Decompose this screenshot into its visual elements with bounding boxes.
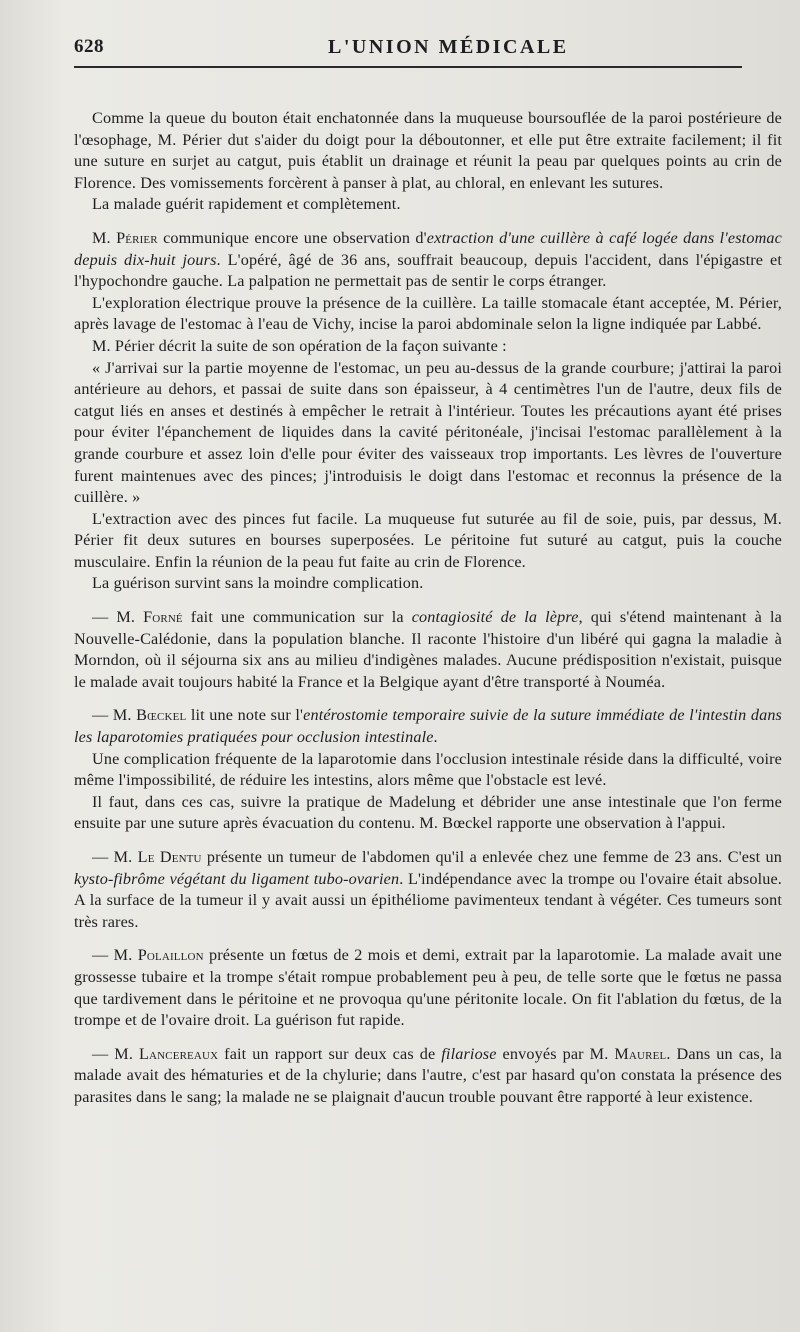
speaker-name: — M. Bœckel <box>92 706 187 725</box>
header-rule <box>74 66 742 68</box>
paragraph <box>74 945 782 1031</box>
paragraph <box>74 228 782 293</box>
speaker-name: M. Maurel <box>589 1044 667 1063</box>
paragraph <box>74 573 782 595</box>
paragraph-text: . L'opéré, âgé de 36 ans, souffrait beaucoup, depuis l'accident, dans l'épigastre et l'hypochondre gauche. La palpation ne permettait pas de sentir le corps étranger. <box>74 250 782 291</box>
paragraph-text: Comme la queue du bouton était enchatonnée dans la muqueuse boursouflée de la paroi postérieure de l'œsophage, M. Périer dut s'aider du doigt pour la déboutonner, et elle put être extraite facilement; il fit une suture en surjet au catgut, puis établit un drainage et réunit la peau par quelques points au crin de Florence. Des vomissements forcèrent à panser à plat, au chloral, en enlevant les sutures. <box>74 109 782 192</box>
paragraph-text: fait un rapport sur deux cas de <box>218 1044 442 1063</box>
paragraph-text: fait une communication sur la <box>182 608 412 627</box>
paragraph-text: présente un tumeur de l'abdomen qu'il a enlevée chez une femme de 23 ans. C'est un <box>201 848 783 866</box>
paragraph-text: L'exploration électrique prouve la présence de la cuillère. La taille stomacale étant acceptée, M. Périer, après lavage de l'estomac à l'eau de Vichy, incise la paroi abdominale selon la ligne indiquée par Labbé. <box>74 293 782 334</box>
paragraph <box>74 358 782 509</box>
italic-title: filariose <box>441 1044 497 1063</box>
paragraph-text: communique encore une observation d' <box>157 228 427 247</box>
italic-title: kysto-fibrôme végétant du ligament tubo-ovarien <box>74 869 400 888</box>
paragraph-text: envoyés par <box>496 1044 590 1063</box>
paragraph <box>74 509 782 574</box>
paragraph <box>74 705 782 748</box>
speaker-name: — M. Le Dentu <box>92 848 202 866</box>
paragraph-text: présente un fœtus de 2 mois et demi, extrait par la laparotomie. La malade avait une grossesse tubaire et la trompe s'était rompue probablement peu à peu, de telle sorte que le fœtus ne passa que tardivement dans le péritoine et ne provoqua qu'une péritonite locale. On fit l'ablation du fœtus, de la trompe et de l'ovaire droit. La guérison fut rapide. <box>74 946 783 1030</box>
paragraph-text: Une complication fréquente de la laparotomie dans l'occlusion intestinale réside dans la difficulté, voire même l'impossibilité, de réduire les intestins, alors même que l'obstacle est levé. <box>74 749 782 790</box>
paragraph-text: La malade guérit rapidement et complètement. <box>92 195 401 214</box>
paragraph-text: La guérison survint sans la moindre complication. <box>92 574 424 593</box>
speaker-name: — M. Polaillon <box>92 946 204 965</box>
paragraph <box>74 607 782 693</box>
journal-title: L'UNION MÉDICALE <box>328 36 569 58</box>
paragraph-text: . <box>433 728 438 747</box>
paragraph-text: . Dans un cas, la malade avait des hématuries et de la chylurie; dans l'autre, c'est par hasard qu'on constata la présence des parasites dans le sang; la malade ne se plaignait d'aucun trouble pouvant être rapporté à leur existence. <box>74 1044 782 1106</box>
italic-title: extraction d'une cuillère à café logée dans l'estomac depuis dix-huit jours <box>74 228 782 269</box>
paragraph-text: , qui s'étend maintenant à la Nouvelle-Calédonie, dans la population blanche. Il raconte l'histoire d'un libéré qui gagna la maladie à Morndon, où il séjourna six ans au milieu d'indigènes malades. Aucune prédisposition n'existait, puisque le malade avait toujours habité la France et la Belgique ayant d'être transporté à Nouméa. <box>74 608 782 691</box>
italic-title: contagiosité de la lèpre <box>411 608 579 627</box>
paragraph <box>74 293 782 336</box>
paragraph <box>74 1044 782 1109</box>
speaker-name: — M. Lancereaux <box>92 1044 219 1063</box>
paragraph-text: L'extraction avec des pinces fut facile. La muqueuse fut suturée au fil de soie, puis, par dessus, M. Périer fit deux sutures en bourses superposées. Le péritoine fut suturé au catgut, puis la couche musculaire. Enfin la réunion de la peau fut faite au crin de Florence. <box>74 509 782 571</box>
paragraph <box>74 336 782 358</box>
speaker-name: — M. Forné <box>92 608 183 627</box>
body-text <box>74 108 782 1109</box>
paragraph <box>74 749 782 792</box>
paragraph <box>74 194 782 216</box>
page-number: 628 <box>74 36 104 57</box>
paragraph <box>74 108 782 194</box>
paragraph-text: . L'indépendance avec la trompe ou l'ovaire était absolue. A la surface de la tumeur il y avait aussi un épithéliome pavimenteux tendant à végéter. Ces tumeurs sont très rares. <box>74 869 782 931</box>
quoted-text: « J'arrivai sur la partie moyenne de l'estomac, un peu au-dessus de la grande courbure; j'attirai la paroi antérieure au dehors, et passai de suite dans son épaisseur, à 4 centimètres l'un de l'autre, deux fils de catgut liés en anses et destinés à empêcher le retrait à l'intérieur. Toutes les précautions ayant été prises pour éviter l'épanchement de liquides dans la cavité péritonéale, j'incisai l'estomac parallèlement à la grande courbure et assez loin d'elle pour éviter des vaisseaux trop importants. Les lèvres de l'ouverture furent maintenues avec des pinces; j'introduisis le doigt dans l'estomac et reconnus la présence de la cuillère. » <box>74 358 782 507</box>
italic-title: entérostomie temporaire suivie de la suture immédiate de l'intestin dans les laparotomies pratiquées pour occlusion intestinale <box>74 706 783 747</box>
speaker-name: M. Périer <box>92 228 158 247</box>
paragraph-text: M. Périer décrit la suite de son opération de la façon suivante : <box>92 336 507 355</box>
paragraph-text: lit une note sur l' <box>186 706 304 725</box>
running-head <box>74 36 782 68</box>
paragraph-text: Il faut, dans ces cas, suivre la pratique de Madelung et débrider une anse intestinale que l'on ferme ensuite par une suture après évacuation du contenu. M. Bœckel rapporte une observation à l'appui. <box>74 792 782 833</box>
paragraph <box>74 792 782 835</box>
paragraph <box>74 847 782 933</box>
